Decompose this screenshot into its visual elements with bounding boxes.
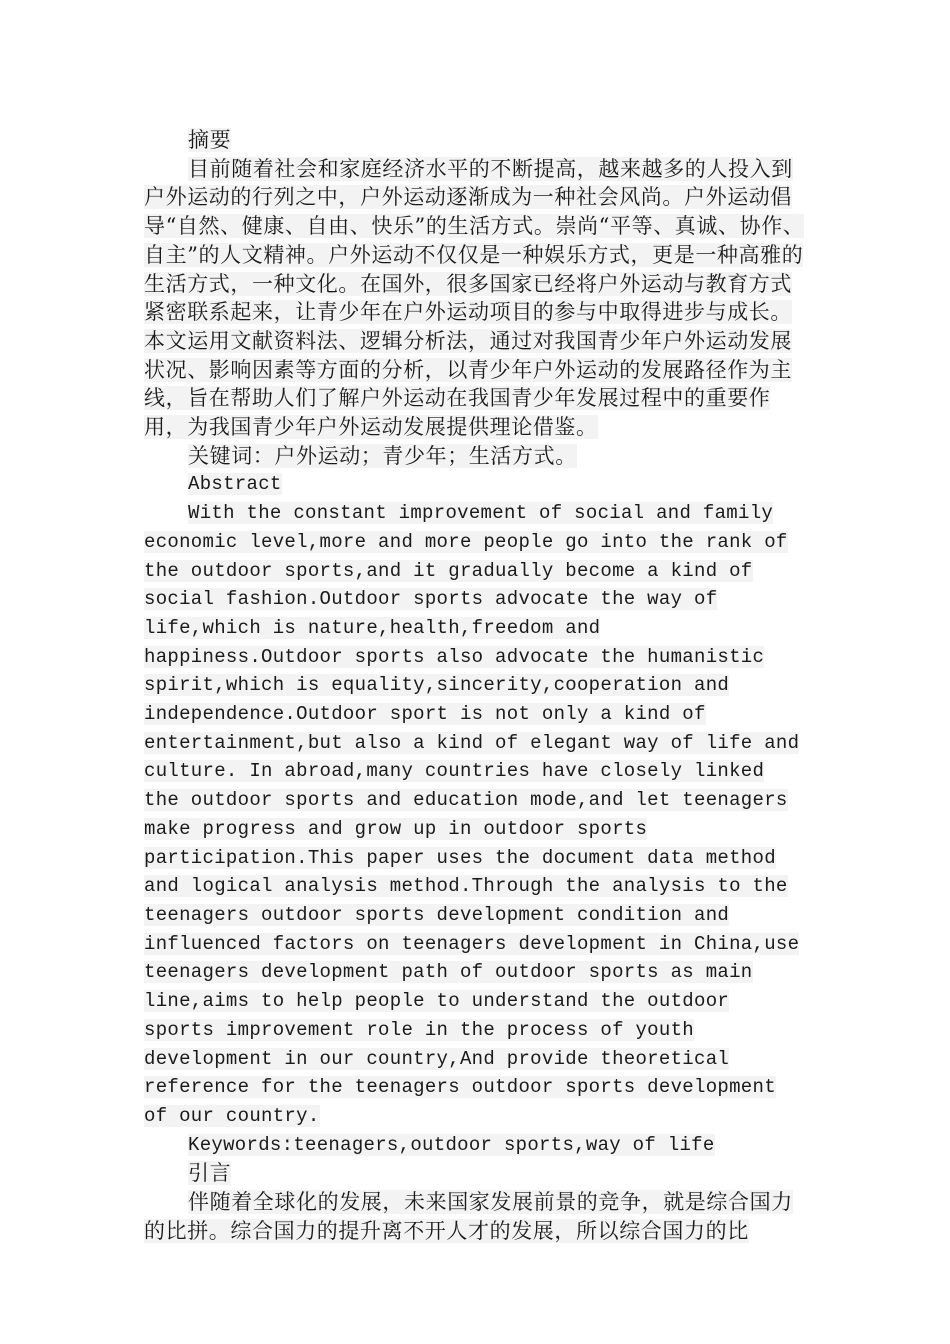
abstract-cn-body: 目前随着社会和家庭经济水平的不断提高，越来越多的人投入到户外运动的行列之中，户外运动逐渐成为一种社会风尚。户外运动倡导“自然、健康、自由、快乐”的生活方式。崇尚“平等、真诚、协作、自主”的人文精神。户外运动不仅仅是一种娱乐方式，更是一种高雅的生活方式，一种文化。在国外，很多国家已经将户外运动与教育方式紧密联系起来，让青少年在户外运动项目的参与中取得进步与成长。本文运用文献资料法、逻辑分析法，通过对我国青少年户外运动发展状况、影响因素等方面的分析，以青少年户外运动的发展路径作为主线，旨在帮助人们了解户外运动在我国青少年发展过程中的重要作用，为我国青少年户外运动发展提供理论借鉴。: [144, 156, 805, 440]
keywords-en: Keywords:teenagers,outdoor sports,way of life: [188, 1133, 715, 1156]
document-page: [144, 126, 809, 1245]
introduction-body: 伴随着全球化的发展，未来国家发展前景的竞争，就是综合国力的比拼。综合国力的提升离不开人才的发展，所以综合国力的比: [144, 1190, 793, 1243]
keywords-cn: 关键词：户外运动；青少年；生活方式。: [188, 443, 577, 468]
abstract-en-body: With the constant improvement of social and family economic level,more and more people go into the rank of the outdoor sports,and it gradually become a kind of social fashion.Outdoor sports advocate the way of life,which is nature,health,freedom and happiness.Outdoor sports also advocate the humanistic spirit,which is equality,sincerity,cooperation and independence.Outdoor sport is not only a kind of entertainment,but also a kind of elegant way of life and culture. In abroad,many countries have closely linked the outdoor sports and education mode,and let teenagers make progress and grow up in outdoor sports participation.This paper uses the document data method and logical analysis method.Through the analysis to the teenagers outdoor sports development condition and influenced factors on teenagers development in China,use teenagers development path of outdoor sports as main line,aims to help people to understand the outdoor sports improvement role in the process of youth development in our country,And provide theoretical reference for the teenagers outdoor sports development of our country.: [144, 502, 800, 1127]
introduction-heading: 引言: [188, 1161, 232, 1186]
abstract-en-heading: Abstract: [188, 473, 282, 496]
abstract-cn-heading: 摘要: [188, 128, 232, 152]
